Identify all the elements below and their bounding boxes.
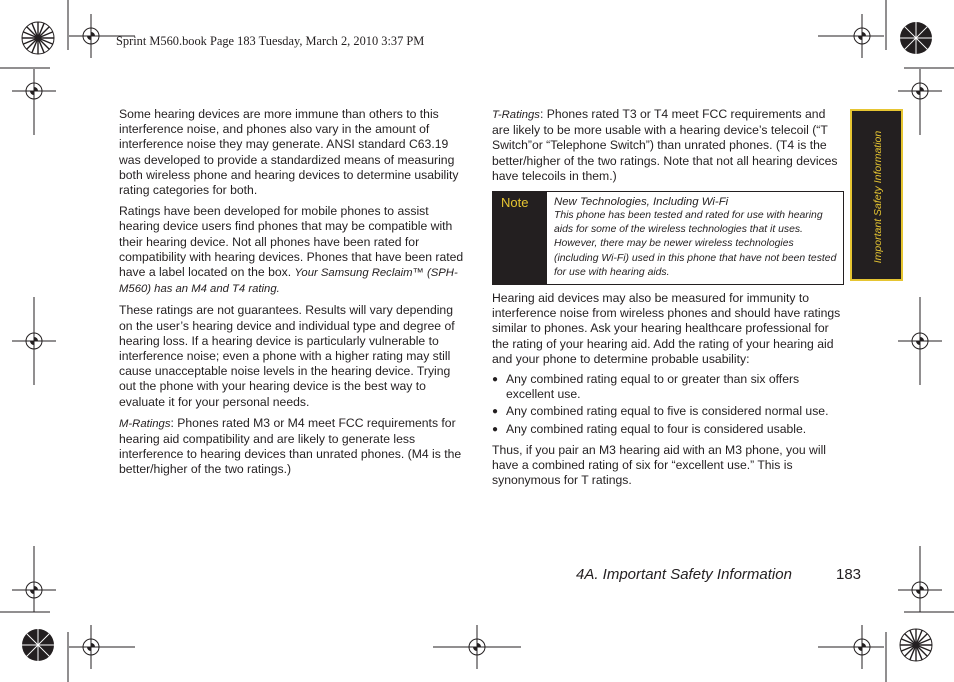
ratings-text: Ratings have been developed for mobile phones to assist hearing device users find phones that may be compatible with their hearing device. Not all phones have been rated for compatibility with hearing devices. Phones that have been rated have a label located on the box. bbox=[119, 204, 464, 280]
note-label: Note bbox=[493, 192, 547, 284]
bullet-item: ● Any combined rating equal to four is considered usable. bbox=[492, 422, 844, 437]
note-box bbox=[492, 191, 844, 285]
section-side-tab bbox=[850, 109, 903, 281]
note-title: New Technologies, Including Wi-Fi bbox=[554, 196, 729, 209]
ratings-emphasis: Your Samsung Reclaim™ (SPH-M560) has an M4 and T4 rating. bbox=[119, 267, 458, 296]
bullet-item: ● Any combined rating equal to five is considered normal use. bbox=[492, 404, 844, 419]
bullet-item: ● Any combined rating equal to or greater than six offers excellent use. bbox=[492, 372, 844, 402]
print-file-info: Sprint M560.book Page 183 Tuesday, March 2, 2010 3:37 PM bbox=[116, 34, 425, 48]
side-tab-label: Important Safety Information bbox=[872, 130, 884, 264]
paragraph-t-ratings bbox=[492, 107, 844, 184]
right-column bbox=[492, 107, 844, 494]
left-column bbox=[119, 107, 469, 484]
m-ratings-term: M-Ratings bbox=[119, 417, 171, 430]
paragraph-ratings bbox=[119, 204, 469, 297]
paragraph-guarantees: These ratings are not guarantees. Results will vary depending on the user’s hearing device and individual type and degree of hearing loss. If a hearing device is particularly vulnerable to interference noise; even a phone with a higher rating may still cause unacceptable noise levels in the hearing device. Trying out the phone with your hearing device is the best way to evaluate it for your personal needs. bbox=[119, 303, 455, 409]
footer-section-title: 4A. Important Safety Information bbox=[576, 566, 792, 583]
paragraph-m-ratings bbox=[119, 416, 469, 478]
t-ratings-term: T-Ratings bbox=[492, 109, 540, 121]
note-body bbox=[547, 192, 843, 284]
paragraph-hearing-aid: Hearing aid devices may also be measured for immunity to interference noise from wireless phones and should have ratings similar to phones. Ask your hearing healthcare professional for the rating of your hearing aid. Add the rating of your hearing aid and your phone to determine probable usability: bbox=[492, 291, 841, 366]
note-text: This phone has been tested and rated for use with hearing aids for some of the wireless technologies that it uses. However, there may be newer wireless technologies (including Wi-Fi) used in this phone that have not been tested for use with hearing aids. bbox=[554, 210, 837, 278]
usability-bullet-list bbox=[492, 372, 844, 437]
m-ratings-text: : Phones rated M3 or M4 meet FCC requirements for hearing aid compatibility and are likely to generate less interference to hearing devices than unrated phones. (M4 is the better/higher of the two ratings.) bbox=[119, 415, 462, 477]
page-number: 183 bbox=[836, 566, 862, 583]
t-ratings-text: : Phones rated T3 or T4 meet FCC requirements and are likely to be more usable with a hearing device’s telecoil (“T Switch”or “Telephone Switch”) than unrated phones. (T4 is the better/higher of the two ratings. Note that not all hearing devices have telecoils in them.) bbox=[492, 107, 838, 183]
paragraph-example: Thus, if you pair an M3 hearing aid with an M3 phone, you will have a combined rating of six for “excellent use.” This is synonymous for T ratings. bbox=[492, 442, 826, 488]
page-footer bbox=[576, 566, 862, 583]
paragraph-interference: Some hearing devices are more immune than others to this interference noise, and phones also vary in the amount of interference noise they may generate. ANSI standard C63.19 was developed to provide a standardized means of measuring both wireless phone and hearing devices to determine usability rating categories for both. bbox=[119, 107, 459, 198]
